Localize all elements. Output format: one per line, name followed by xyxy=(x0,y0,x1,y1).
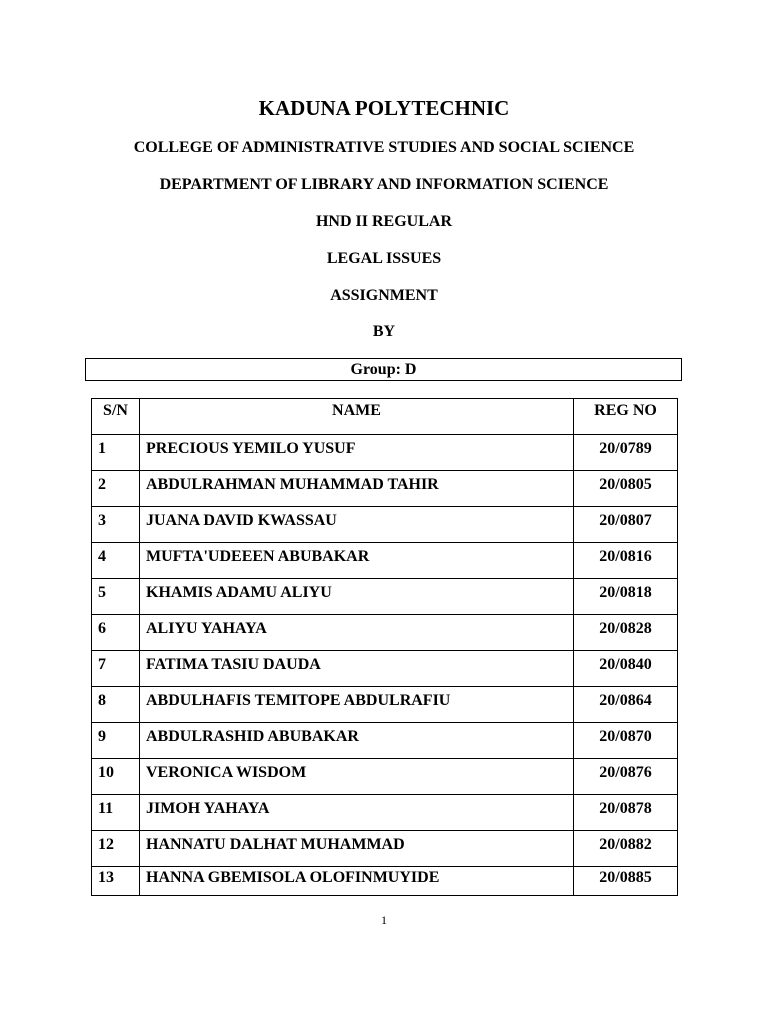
cell-reg-no: 20/0816 xyxy=(574,543,678,579)
cell-name: MUFTA'UDEEEN ABUBAKAR xyxy=(140,543,574,579)
table-row xyxy=(92,831,678,867)
cell-sn: 9 xyxy=(92,723,140,759)
table-row xyxy=(92,471,678,507)
department-heading: DEPARTMENT OF LIBRARY AND INFORMATION SCIENCE xyxy=(159,176,609,193)
table-row xyxy=(92,579,678,615)
cell-sn: 10 xyxy=(92,759,140,795)
table-row xyxy=(92,435,678,471)
cell-name: JIMOH YAHAYA xyxy=(140,795,574,831)
cell-name: JUANA DAVID KWASSAU xyxy=(140,507,574,543)
cell-reg-no: 20/0870 xyxy=(574,723,678,759)
cell-name: HANNATU DALHAT MUHAMMAD xyxy=(140,831,574,867)
cell-reg-no: 20/0864 xyxy=(574,687,678,723)
header-sn: S/N xyxy=(92,399,140,435)
cell-name: FATIMA TASIU DAUDA xyxy=(140,651,574,687)
cell-name: HANNA GBEMISOLA OLOFINMUYIDE xyxy=(140,867,574,896)
cell-name: KHAMIS ADAMU ALIYU xyxy=(140,579,574,615)
table-row xyxy=(92,723,678,759)
cell-sn: 6 xyxy=(92,615,140,651)
header-name: NAME xyxy=(140,399,574,435)
table-row xyxy=(92,867,678,896)
table-row xyxy=(92,651,678,687)
cell-reg-no: 20/0840 xyxy=(574,651,678,687)
members-table xyxy=(91,398,678,896)
cell-reg-no: 20/0807 xyxy=(574,507,678,543)
college-heading: COLLEGE OF ADMINISTRATIVE STUDIES AND SOCIAL SCIENCE xyxy=(133,139,635,156)
cell-sn: 12 xyxy=(92,831,140,867)
group-label: Group: D xyxy=(85,358,682,381)
table-row xyxy=(92,687,678,723)
cell-sn: 3 xyxy=(92,507,140,543)
cell-sn: 7 xyxy=(92,651,140,687)
cell-reg-no: 20/0885 xyxy=(574,867,678,896)
page-number: 1 xyxy=(381,913,387,927)
cell-reg-no: 20/0805 xyxy=(574,471,678,507)
cell-reg-no: 20/0878 xyxy=(574,795,678,831)
table-row xyxy=(92,507,678,543)
cell-sn: 4 xyxy=(92,543,140,579)
cell-reg-no: 20/0828 xyxy=(574,615,678,651)
cell-reg-no: 20/0876 xyxy=(574,759,678,795)
cell-sn: 11 xyxy=(92,795,140,831)
course-heading: LEGAL ISSUES xyxy=(326,250,442,267)
cell-name: PRECIOUS YEMILO YUSUF xyxy=(140,435,574,471)
assignment-heading: ASSIGNMENT xyxy=(330,287,438,304)
cell-sn: 1 xyxy=(92,435,140,471)
cell-sn: 2 xyxy=(92,471,140,507)
institution-title: KADUNA POLYTECHNIC xyxy=(258,96,510,120)
cell-reg-no: 20/0882 xyxy=(574,831,678,867)
cell-sn: 5 xyxy=(92,579,140,615)
cell-reg-no: 20/0789 xyxy=(574,435,678,471)
header-reg-no: REG NO xyxy=(574,399,678,435)
table-row xyxy=(92,543,678,579)
table-row xyxy=(92,759,678,795)
table-row xyxy=(92,615,678,651)
cell-sn: 8 xyxy=(92,687,140,723)
cell-name: VERONICA WISDOM xyxy=(140,759,574,795)
cell-name: ALIYU YAHAYA xyxy=(140,615,574,651)
level-heading: HND II REGULAR xyxy=(315,213,452,230)
by-heading: BY xyxy=(372,323,396,340)
cell-name: ABDULRASHID ABUBAKAR xyxy=(140,723,574,759)
table-header-row xyxy=(92,399,678,435)
cell-reg-no: 20/0818 xyxy=(574,579,678,615)
cell-sn: 13 xyxy=(92,867,140,896)
table-row xyxy=(92,795,678,831)
cell-name: ABDULRAHMAN MUHAMMAD TAHIR xyxy=(140,471,574,507)
cell-name: ABDULHAFIS TEMITOPE ABDULRAFIU xyxy=(140,687,574,723)
